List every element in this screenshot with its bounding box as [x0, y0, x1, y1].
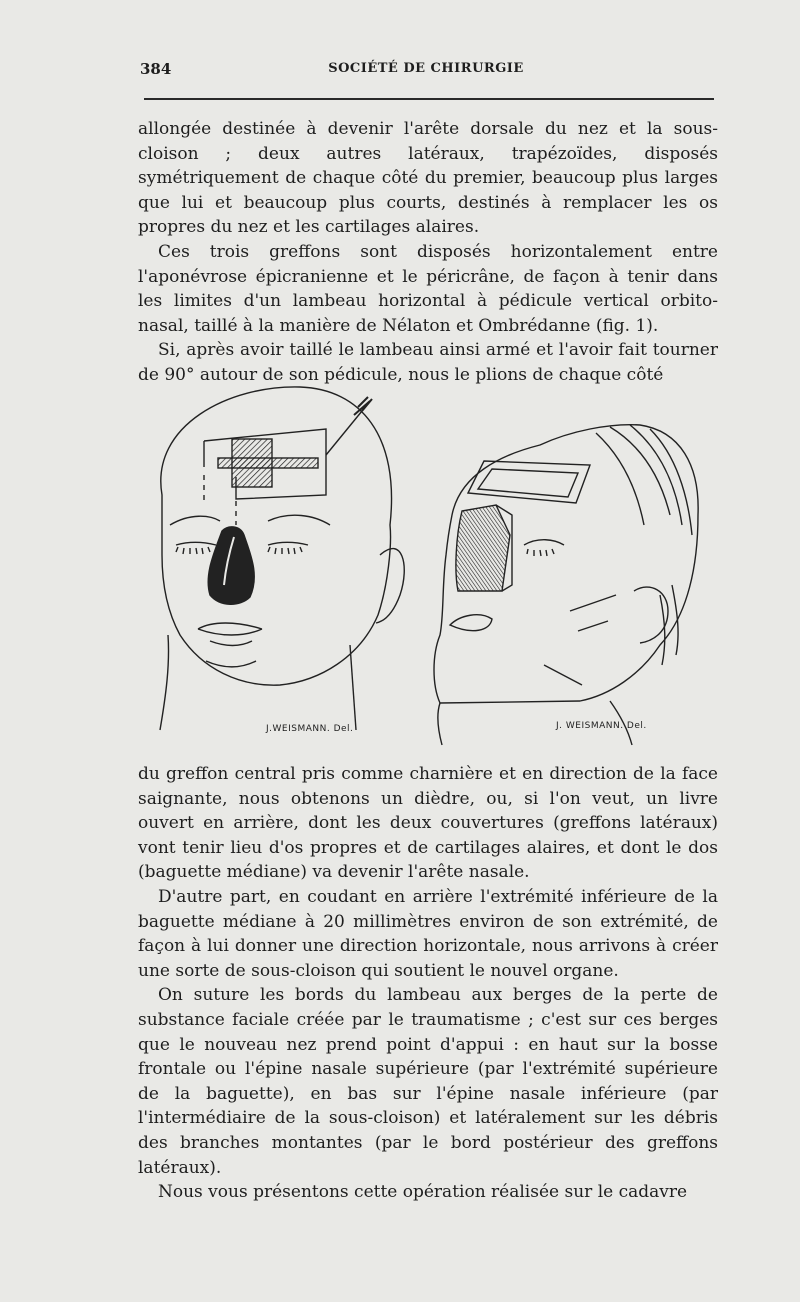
- left-head-frontal-view: [160, 387, 404, 730]
- paragraph: du greffon central pris comme charnière et en direction de la face saignante, nous obtenons un dièdre, ou, si l'on veut, un livre ouvert en arrière, dont les deux couvertures (greffons latéraux) vont tenir lieu d'os propres et de cartilages alaires, et dont le dos (baguette médiane) va devenir l'arête nasale.: [138, 764, 718, 883]
- paragraph: allongée destinée à devenir l'arête dorsale du nez et la sous-cloison ; deux autres latéraux, trapézoïdes, disposés symétriquement de chaque côté du premier, beaucoup plus larges que lui et beaucoup plus courts, destinés à remplacer les os propres du nez et les cartilages alaires.: [138, 119, 718, 238]
- paragraph: Nous vous présentons cette opération réalisée sur le cadavre: [158, 1182, 688, 1203]
- text-block-before-figure: [138, 117, 718, 388]
- running-header: [136, 60, 716, 84]
- illustrator-signature-right: J. WEISMANN. Del.: [556, 721, 647, 731]
- paragraph: On suture les bords du lambeau aux berges de la perte de substance faciale créée par le traumatisme ; c'est sur ces berges que le nouveau nez prend point d'appui : en haut sur la bosse frontale ou l'épine nasale supérieure (par l'extrémité supérieure de la baguette), en bas sur l'épine nasale inférieure (par l'intermédiaire de la sous-cloison) et latéralement sur les débris des branches montantes (par le bord postérieur des greffons latéraux).: [138, 985, 718, 1178]
- header-rule: [144, 98, 714, 100]
- text-block-after-figure: [138, 762, 718, 1205]
- paragraph: Si, après avoir taillé le lambeau ainsi armé et l'avoir fait tourner de 90° autour de son pédicule, nous le plions de chaque côté: [138, 340, 718, 385]
- page-number: 384: [140, 60, 172, 78]
- paragraph: Ces trois greffons sont disposés horizontalement entre l'aponévrose épicranienne et le péricrâne, de façon à tenir dans les limites d'un lambeau horizontal à pédicule vertical orbito-nasal, taillé à la manière de Nélaton et Ombrédanne (fig. 1).: [138, 241, 718, 336]
- figure-drawing: [140, 385, 720, 755]
- running-title: SOCIÉTÉ DE CHIRURGIE: [328, 61, 524, 76]
- paragraph: D'autre part, en coudant en arrière l'extrémité inférieure de la baguette médiane à 20 millimètres environ de son extrémité, de façon à lui donner une direction horizontale, nous arrivons à créer une sorte de sous-cloison qui soutient le nouvel organe.: [138, 886, 718, 981]
- right-head-profile-view: [434, 425, 698, 745]
- illustrator-signature-left: J.WEISMANN. Del.: [266, 724, 354, 734]
- figure-illustration: [140, 385, 720, 755]
